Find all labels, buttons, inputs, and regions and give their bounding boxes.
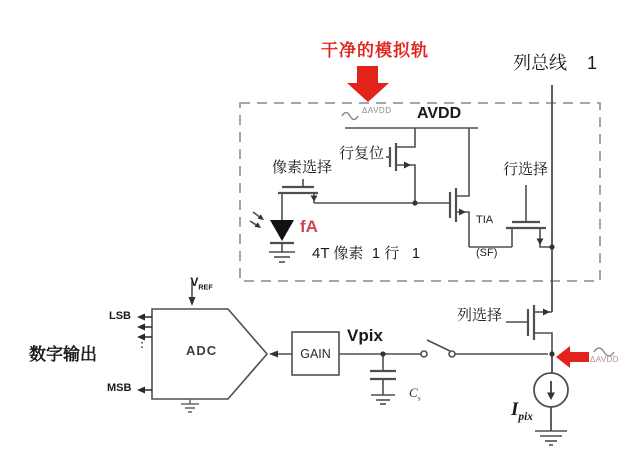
column-select-label: 列选择 bbox=[457, 307, 503, 324]
capacitor-ground-icon bbox=[371, 395, 395, 404]
photodiode-ground-icon bbox=[269, 252, 295, 262]
current-source-ground-icon bbox=[535, 431, 567, 445]
cs-sub: s bbox=[417, 393, 421, 403]
delta-avdd-right-label: ΔAVDD bbox=[590, 355, 619, 364]
row-select-label: 行选择 bbox=[503, 161, 549, 178]
red-left-arrow-icon bbox=[556, 346, 589, 368]
vpix-label: Vpix bbox=[347, 326, 383, 345]
current-source bbox=[534, 354, 568, 445]
cs-main: C bbox=[409, 385, 418, 401]
vref-label bbox=[177, 263, 213, 305]
photodiode bbox=[250, 212, 295, 262]
adc-output-arrows bbox=[137, 314, 152, 394]
photocurrent-label: fA bbox=[300, 217, 318, 236]
sine-glyph-top bbox=[342, 113, 358, 120]
pixel-select-label: 像素选择 bbox=[272, 159, 333, 176]
avdd-label: AVDD bbox=[417, 105, 462, 122]
tia-label-line2: (SF) bbox=[476, 247, 498, 259]
delta-avdd-top-label: ΔAVDD bbox=[362, 106, 392, 115]
column-select-transistor bbox=[506, 305, 552, 354]
gain-label: GAIN bbox=[300, 346, 331, 361]
row-select-transistor bbox=[506, 185, 552, 247]
ipix-label bbox=[492, 379, 533, 444]
cs-label bbox=[396, 372, 421, 418]
sample-capacitor bbox=[370, 354, 396, 404]
vref-sub: REF bbox=[198, 282, 213, 292]
vref-main: V bbox=[190, 275, 199, 290]
reset-transistor bbox=[386, 128, 415, 203]
row-reset-label: 行复位 bbox=[339, 145, 385, 162]
msb-label: MSB bbox=[107, 382, 132, 394]
pixel-select-transistor bbox=[278, 179, 450, 220]
light-rays-icon bbox=[250, 212, 264, 228]
lsb-label: LSB bbox=[109, 310, 131, 322]
sample-switch bbox=[421, 340, 455, 357]
ipix-main: I bbox=[511, 398, 519, 420]
tia-label bbox=[476, 193, 497, 281]
ipix-sub: pix bbox=[518, 410, 533, 423]
pixel-caption: 4T 像素 1 行 1 bbox=[312, 245, 421, 262]
bit-dots: : bbox=[140, 337, 144, 351]
tia-label-line1: TIA bbox=[476, 214, 494, 226]
column-bus-label: 列总线 1 bbox=[513, 53, 598, 73]
digital-output-label: 数字输出 bbox=[29, 345, 97, 364]
adc-input-wire bbox=[269, 351, 292, 358]
clean-analog-rail-label: 干净的模拟轨 bbox=[321, 41, 429, 60]
adc-label: ADC bbox=[186, 343, 218, 358]
red-down-arrow-icon bbox=[347, 66, 389, 102]
adc-ground-icon bbox=[181, 399, 199, 412]
